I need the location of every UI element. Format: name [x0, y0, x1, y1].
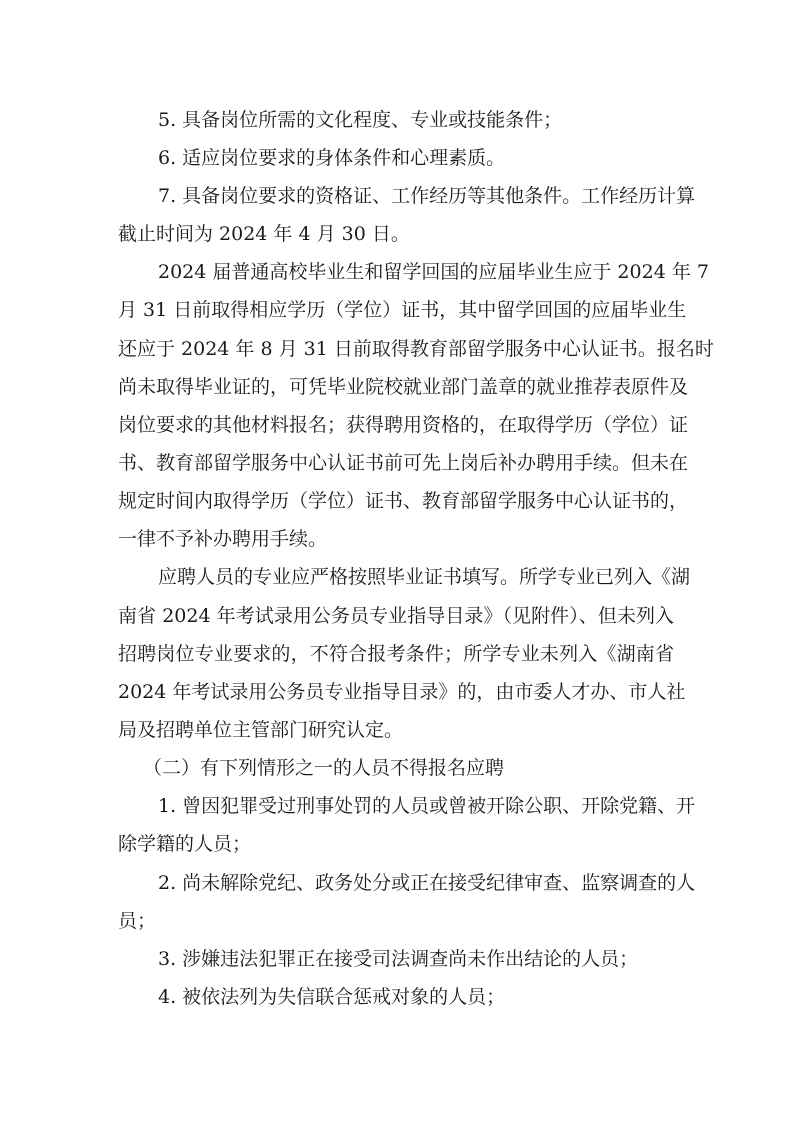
text-line: 应聘人员的专业应严格按照毕业证书填写。所学专业已列入《湖 — [158, 566, 691, 588]
text-line: 局及招聘单位主管部门研究认定。 — [118, 719, 404, 741]
text-line: 7. 具备岗位要求的资格证、工作经历等其他条件。工作经历计算 — [158, 185, 696, 207]
text-line: 岗位要求的其他材料报名；获得聘用资格的，在取得学历（学位）证 — [118, 414, 689, 436]
text-line: 员； — [118, 910, 157, 932]
text-line: 规定时间内取得学历（学位）证书、教育部留学服务中心认证书的， — [118, 490, 689, 512]
text-line: 尚未取得毕业证的，可凭毕业院校就业部门盖章的就业推荐表原件及 — [118, 376, 689, 398]
text-line: 4. 被依法列为失信联合惩戒对象的人员； — [158, 986, 506, 1008]
text-line: 2024 届普通高校毕业生和留学回国的应届毕业生应于 2024 年 7 — [158, 261, 709, 283]
text-line: 月 31 日前取得相应学历（学位）证书，其中留学回国的应届毕业生 — [118, 299, 687, 321]
section-heading: （二）有下列情形之一的人员不得报名应聘 — [143, 757, 505, 779]
text-line: 截止时间为 2024 年 4 月 30 日。 — [118, 223, 410, 245]
text-line: 5. 具备岗位所需的文化程度、专业或技能条件； — [158, 109, 563, 131]
text-line: 南省 2024 年考试录用公务员专业指导目录》（见附件）、但未列入 — [118, 605, 674, 627]
text-line: 还应于 2024 年 8 月 31 日前取得教育部留学服务中心认证书。报名时 — [118, 338, 714, 360]
text-line: 一律不予补办聘用手续。 — [118, 528, 328, 550]
text-line: 6. 适应岗位要求的身体条件和心理素质。 — [158, 147, 506, 169]
text-line: 2024 年考试录用公务员专业指导目录》的，由市委人才办、市人社 — [118, 681, 686, 703]
text-line: 2. 尚未解除党纪、政务处分或正在接受纪律审查、监察调查的人 — [158, 872, 696, 894]
text-line: 除学籍的人员； — [118, 833, 252, 855]
text-line: 书、教育部留学服务中心认证书前可先上岗后补办聘用手续。但未在 — [118, 452, 689, 474]
text-line: 3. 涉嫌违法犯罪正在接受司法调查尚未作出结论的人员； — [158, 948, 639, 970]
text-line: 招聘岗位专业要求的，不符合报考条件；所学专业未列入《湖南省 — [118, 643, 674, 665]
text-line: 1. 曾因犯罪受过刑事处罚的人员或曾被开除公职、开除党籍、开 — [158, 795, 696, 817]
